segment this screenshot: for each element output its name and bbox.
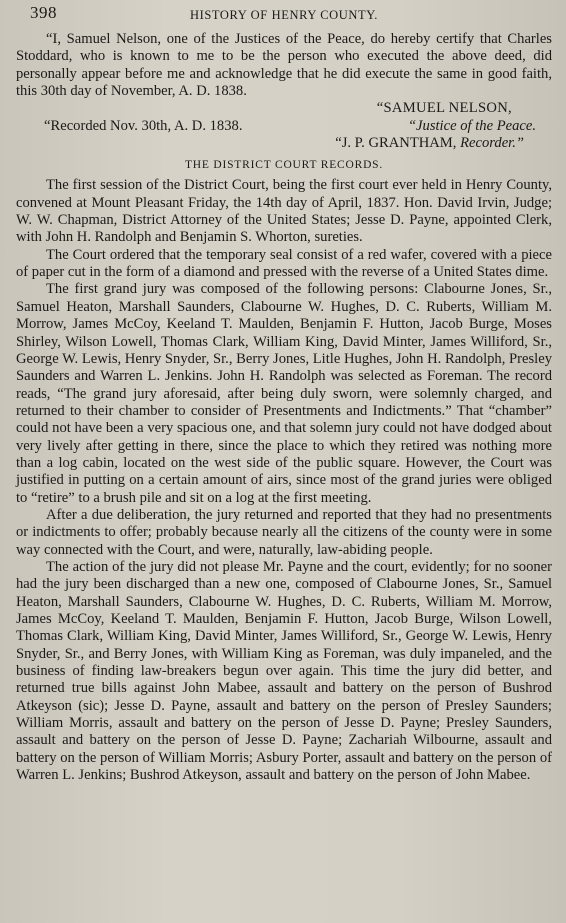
signer-title: “Justice of the Peace. — [407, 117, 536, 134]
recorder-title: Recorder.” — [460, 135, 524, 152]
paragraph-jury-report: After a due deliberation, the jury returned and reported that they had no presentments or indictments to offer; probably because nearly all the citizens of the county were in some way connected with the Court, and were, naturally, law-abiding people. — [16, 506, 552, 558]
recorder-name: “J. P. GRANTHAM, — [335, 135, 457, 152]
certificate-text: “I, Samuel Nelson, one of the Justices of the Peace, do hereby certify that Charles Stoddard, who is known to me to be the person who executed the above deed, did personally appear before me and acknowledge that he did execute the same in good faith, this 30th day of November, A. D. 1838. — [16, 31, 552, 100]
recorder-line — [16, 135, 552, 152]
recorded-date: “Recorded Nov. 30th, A. D. 1838. — [44, 117, 243, 134]
running-head: HISTORY OF HENRY COUNTY. — [189, 8, 379, 22]
signer-name: “SAMUEL NELSON, — [376, 100, 512, 117]
paragraph-court-seal: The Court ordered that the temporary seal consist of a red wafer, covered with a piece of paper cut in the form of a diamond and pressed with the reverse of a United States dime. — [16, 246, 552, 281]
paragraph-second-jury: The action of the jury did not please Mr. Payne and the court, evidently; for no sooner had the jury been discharged than a new one, composed of Clabourne Jones, Sr., Samuel Heaton, Marshall Saunders, Clabourne W. Hughes, D. C. Ruberts, William M. Morrow, James McCoy, Keeland T. Maulden, Benjamin F. Hutton, Jacob Burge, Wilson Lowell, Thomas Clark, William King, David Minter, James Williford, Sr., George W. Lewis, Henry Snyder, Sr., and Berry Jones, with William King as Foreman, was duly impaneled, and the business of finding law-breakers begun over again. This time the jury did better, and returned true bills against John Mabee, assault and battery on the person of Bushrod Atkeyson (sic); Jesse D. Payne, assault and battery on the person of Presley Saunders; William Morris, assault and battery on the person of Jesse D. Payne; Presley Saunders, assault and battery on the person of Jesse D. Payne; Zachariah Wilbourne, assault and battery on the person of William Morris; Asbury Porter, assault and battery on the person of Warren L. Jenkins; Bushrod Atkeyson, assault and battery on the person of John Mabee. — [16, 558, 552, 784]
paragraph-first-grand-jury: The first grand jury was composed of the following persons: Clabourne Jones, Sr., Samuel Heaton, Marshall Saunders, Clabourne W. Hughes, D. C. Ruberts, William M. Morrow, James McCoy, Keeland T. Maulden, Benjamin F. Hutton, Jacob Burge, Moses Shirley, Wilson Lowell, Thomas Clark, William King, David Minter, James Williford, Sr., George W. Lewis, Henry Snyder, Sr., Berry Jones, Litle Hughes, John H. Randolph, Presley Saunders and Warren L. Jenkins. John H. Randolph was selected as Foreman. The record reads, “The grand jury aforesaid, after being duly sworn, were solemnly charged, and returned to their chamber to consider of Presentments and Indictments.” That “chamber” could not have been a very spacious one, and that solemn jury could not have dodged about very lively after getting in there, since the place to which they retired was nothing more than a log cabin, located on the west side of the public square. However, the Court was justified in putting on a certain amount of airs, since most of the grand juries were obliged to “retire” to a brush pile and sit on a log at the first meeting. — [16, 281, 552, 506]
page-number: 398 — [30, 3, 57, 22]
paragraph-first-session: The first session of the District Court, being the first court ever held in Henry County, convened at Mount Pleasant Friday, the 14th day of April, 1837. Hon. David Irvin, Judge; W. W. Chapman, District Attorney of the United States; Jesse D. Payne, appointed Clerk, with John H. Randolph and Benjamin S. Whorton, sureties. — [16, 177, 552, 246]
section-title: THE DISTRICT COURT RECORDS. — [184, 159, 384, 172]
page-header — [16, 3, 552, 31]
recorded-row — [16, 118, 552, 135]
